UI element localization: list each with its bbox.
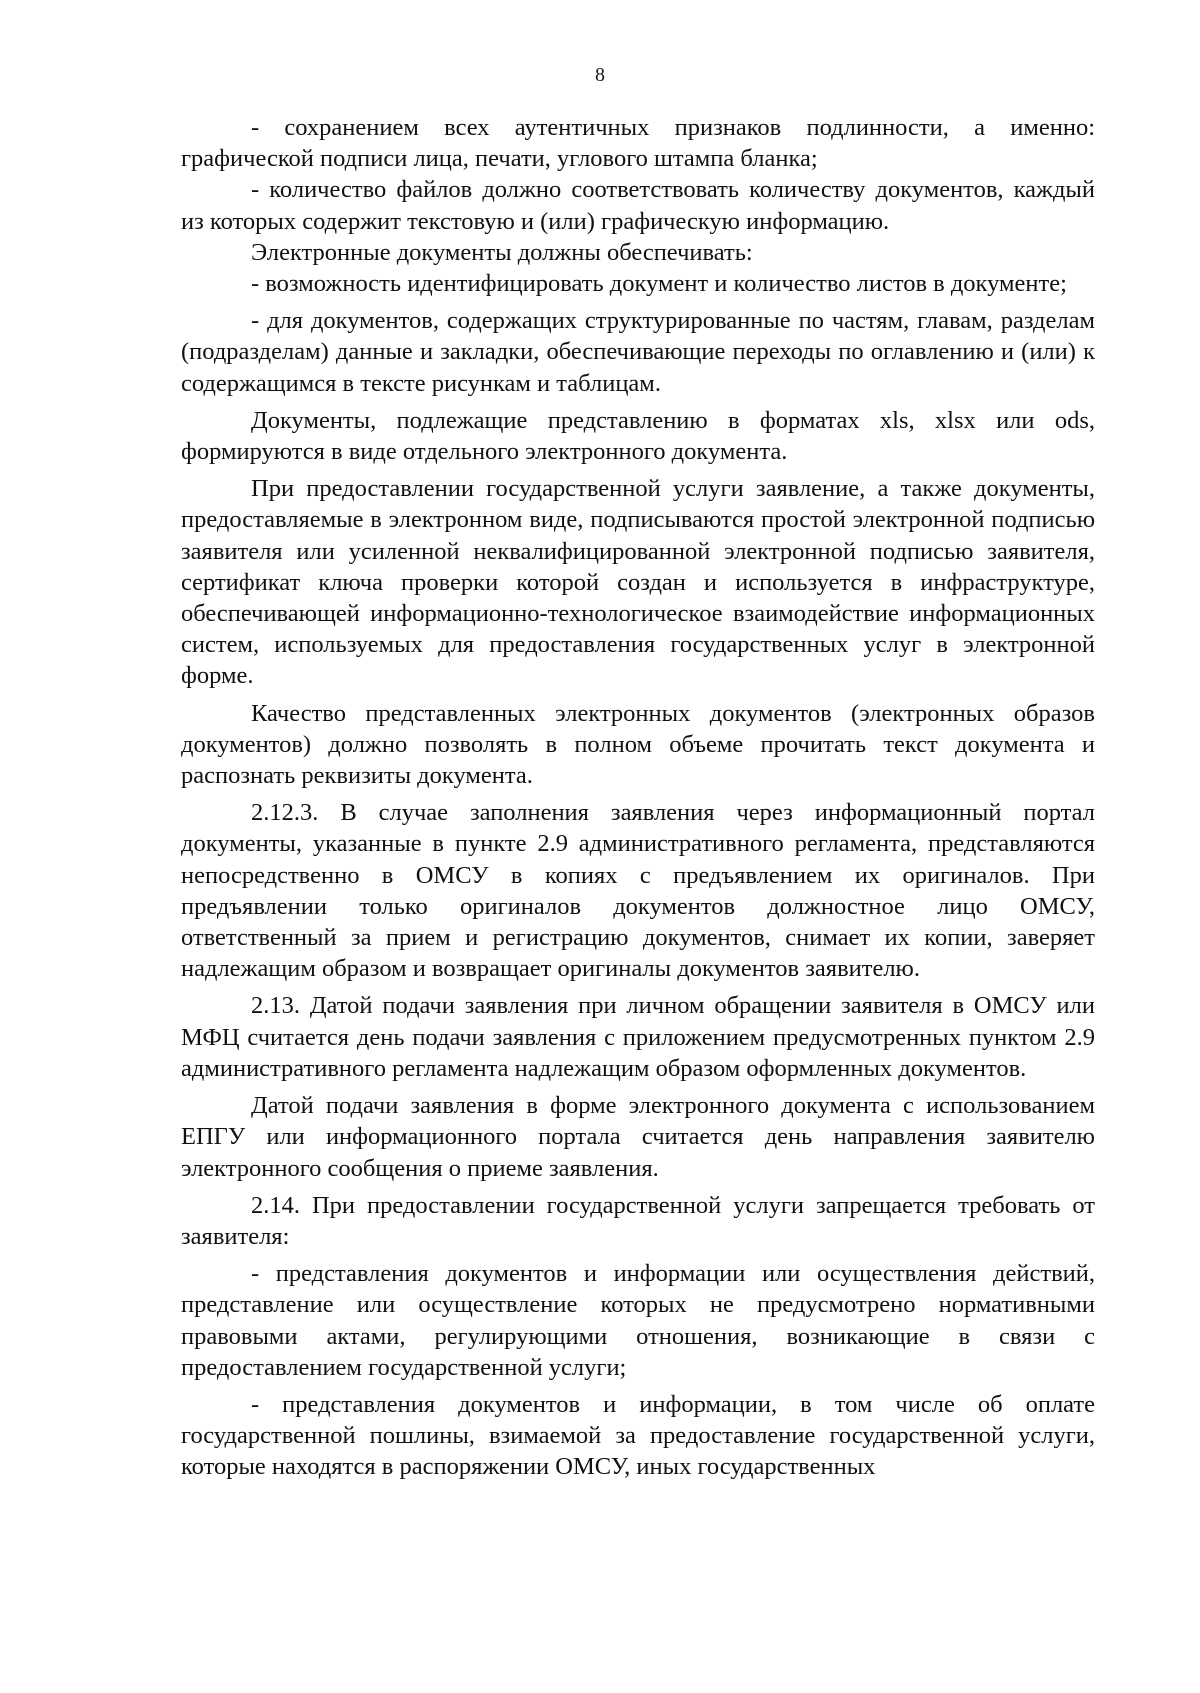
paragraph-8: Качество представленных электронных документов (электронных образов документов) должно позволять в полном объеме прочитать текст документа и распознать реквизиты документа. <box>181 699 1095 790</box>
paragraph-12: 2.14. При предоставлении государственной услуги запрещается требовать от заявителя: <box>181 1191 1095 1250</box>
paragraph-7: При предоставлении государственной услуги заявление, а также документы, предоставляемые в электронном виде, подписываются простой электронной подписью заявителя или усиленной неквалифицированной электронной подписью заявителя, сертификат ключа проверки которой создан и используется в инфраструктуре, обеспечивающей информационно-технологическое взаимодействие информационных систем, используемых для предоставления государственных услуг в электронной форме. <box>181 475 1095 690</box>
document-body <box>181 112 1095 1483</box>
paragraph-9: 2.12.3. В случае заполнения заявления через информационный портал документы, указанные в пункте 2.9 административного регламента, представляются непосредственно в ОМСУ в копиях с предъявлением их оригиналов. При предъявлении только оригиналов документов должностное лицо ОМСУ, ответственный за прием и регистрацию документов, снимает их копии, заверяет надлежащим образом и возвращает оригиналы документов заявителю. <box>181 799 1095 983</box>
paragraph-10: 2.13. Датой подачи заявления при личном обращении заявителя в ОМСУ или МФЦ считается день подачи заявления с приложением предусмотренных пунктом 2.9 административного регламента надлежащим образом оформленных документов. <box>181 992 1095 1082</box>
paragraph-13: - представления документов и информации или осуществления действий, представление или осуществление которых не предусмотрено нормативными правовыми актами, регулирующими отношения, возникающие в связи с предоставлением государственной услуги; <box>181 1260 1095 1381</box>
page-number: 8 <box>595 64 605 86</box>
paragraph-1: - сохранением всех аутентичных признаков подлинности, а именно: графической подписи лица, печати, углового штампа бланка; <box>181 114 1095 173</box>
paragraph-6: Документы, подлежащие представлению в форматах xls, xlsx или ods, формируются в виде отдельного электронного документа. <box>181 406 1095 466</box>
paragraph-2: - количество файлов должно соответствовать количеству документов, каждый из которых содержит текстовую и (или) графическую информацию. <box>181 176 1095 235</box>
paragraph-11: Датой подачи заявления в форме электронного документа с использованием ЕПГУ или информационного портала считается день направления заявителю электронного сообщения о приеме заявления. <box>181 1092 1095 1182</box>
paragraph-14: - представления документов и информации, в том числе об оплате государственной пошлины, взимаемой за предоставление государственной услуги, которые находятся в распоряжении ОМСУ, иных государственных <box>181 1390 1095 1481</box>
paragraph-4: - возможность идентифицировать документ и количество листов в документе; <box>251 270 1067 298</box>
paragraph-3: Электронные документы должны обеспечивать: <box>251 238 753 266</box>
paragraph-5: - для документов, содержащих структурированные по частям, главам, разделам (подразделам) данные и закладки, обеспечивающие переходы по оглавлению и (или) к содержащимся в тексте рисункам и таблицам. <box>181 307 1095 397</box>
